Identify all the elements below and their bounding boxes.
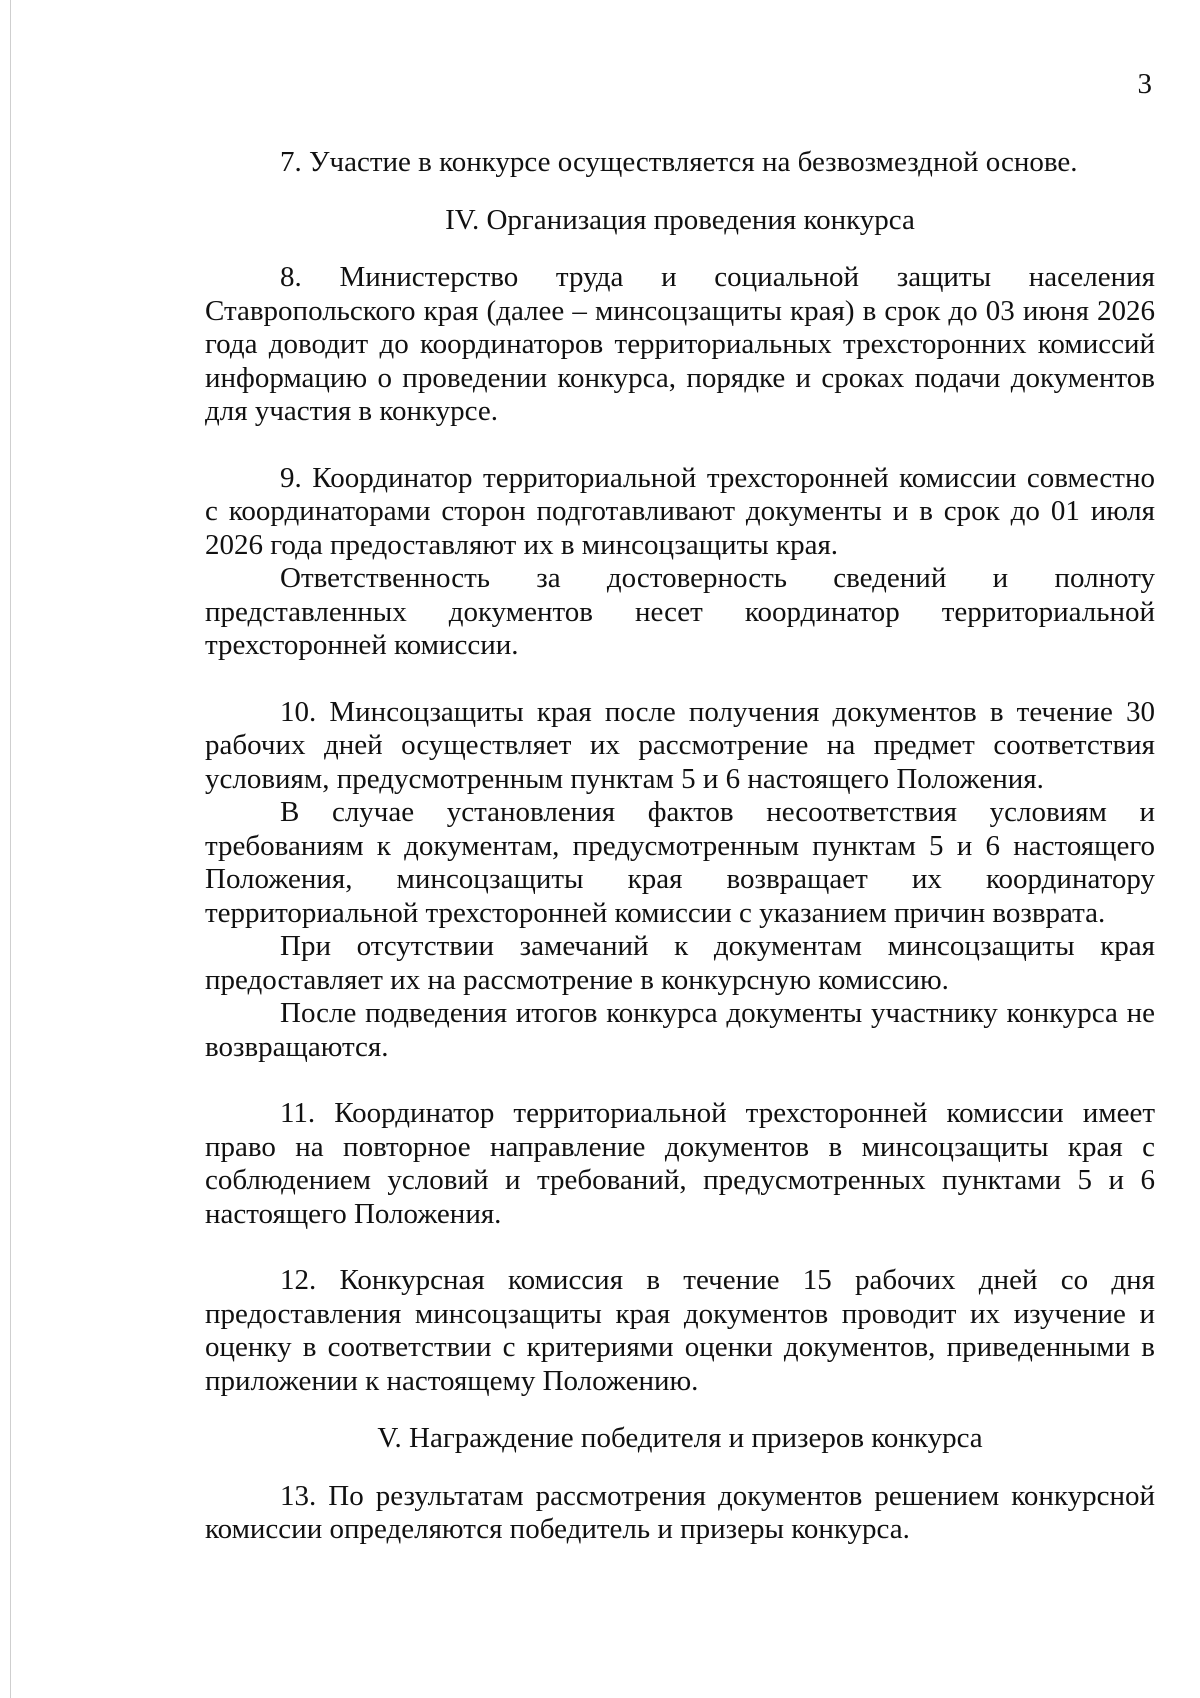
paragraph-item-10-not-returned: После подведения итогов конкурса документы участнику конкурса не возвращаются.: [205, 997, 1155, 1063]
paragraph-item-8: 8. Министерство труда и социальной защиты населения Ставропольского края (далее – минсоцзащиты края) в срок до 03 июня 2026 года доводит до координаторов территориальных трехсторонних комиссий информацию о проведении конкурса, порядке и сроках подачи документов для участия в конкурсе.: [205, 261, 1155, 427]
paragraph-item-10-nonconformity: В случае установления фактов несоответствия условиям и требованиям к документам, предусмотренным пунктам 5 и 6 настоящего Положения, минсоцзащиты края возвращает их координатору территориальной трехсторонней комиссии с указанием причин возврата.: [205, 796, 1155, 929]
paragraph-item-7: 7. Участие в конкурсе осуществляется на безвозмездной основе.: [280, 146, 1078, 178]
section-heading-v: V. Награждение победителя и призеров конкурса: [377, 1422, 983, 1454]
paragraph-item-11: 11. Координатор территориальной трехсторонней комиссии имеет право на повторное направление документов в минсоцзащиты края с соблюдением условий и требований, предусмотренных пунктами 5 и 6 настоящего Положения.: [205, 1097, 1155, 1230]
paragraph-item-12: 12. Конкурсная комиссия в течение 15 рабочих дней со дня предоставления минсоцзащиты края документов проводит их изучение и оценку в соответствии с критериями оценки документов, приведенными в приложении к настоящему Положению.: [205, 1264, 1155, 1397]
page-number: 3: [1137, 68, 1152, 100]
section-heading-iv: IV. Организация проведения конкурса: [445, 203, 915, 236]
scan-edge-line: [10, 0, 11, 1698]
paragraph-item-9-responsibility: Ответственность за достоверность сведений и полноту представленных документов несет координатор территориальной трехсторонней комиссии.: [205, 562, 1155, 661]
paragraph-item-9: 9. Координатор территориальной трехсторонней комиссии совместно с координаторами сторон подготавливают документы и в срок до 01 июля 2026 года предоставляют их в минсоцзащиты края.: [205, 461, 1155, 561]
paragraph-item-10: 10. Минсоцзащиты края после получения документов в течение 30 рабочих дней осуществляет их рассмотрение на предмет соответствия условиям, предусмотренным пунктам 5 и 6 настоящего Положения.: [205, 695, 1155, 795]
document-body: [205, 146, 1155, 1547]
paragraph-item-10-no-remarks: При отсутствии замечаний к документам минсоцзащиты края предоставляет их на рассмотрение в конкурсную комиссию.: [205, 930, 1155, 996]
paragraph-item-13: 13. По результатам рассмотрения документов решением конкурсной комиссии определяются победитель и призеры конкурса.: [205, 1479, 1155, 1545]
